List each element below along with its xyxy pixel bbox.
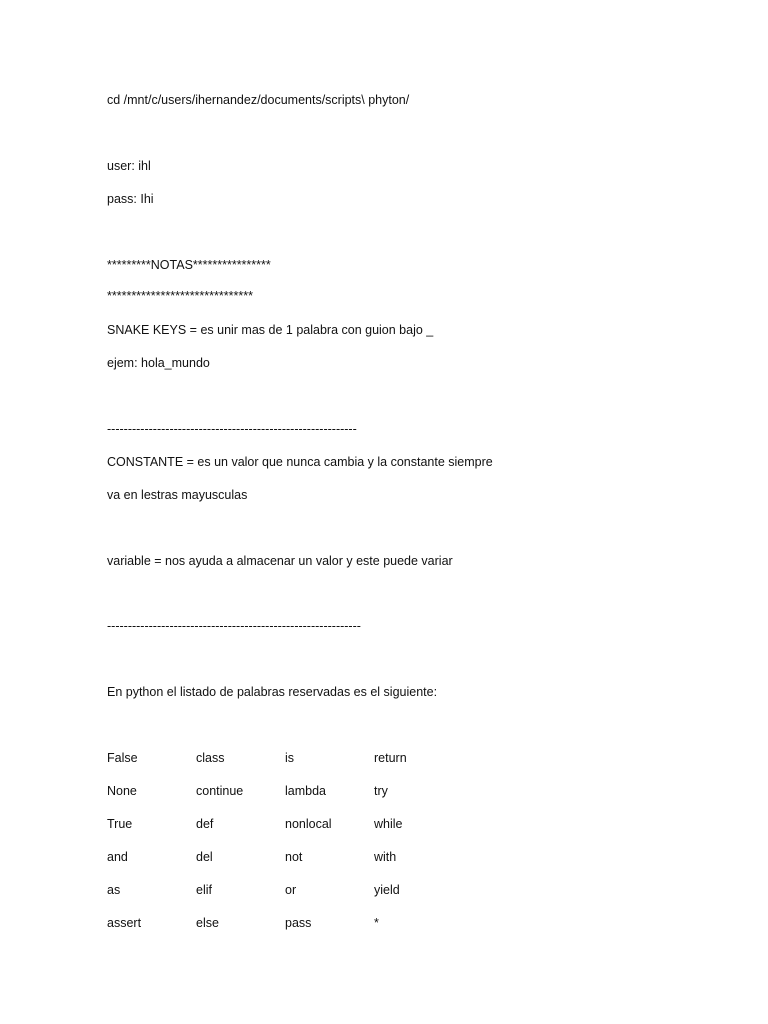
reserved-keywords-table xyxy=(107,750,507,948)
keyword-cell: None xyxy=(107,784,137,798)
keyword-cell: return xyxy=(374,751,407,765)
keyword-cell: * xyxy=(374,916,379,930)
example-line: ejem: hola_mundo xyxy=(107,356,210,370)
keyword-cell: class xyxy=(196,751,225,765)
keyword-cell: yield xyxy=(374,883,400,897)
keyword-cell: as xyxy=(107,883,121,897)
user-line: user: ihl xyxy=(107,159,151,173)
cd-command-line: cd /mnt/c/users/ihernandez/documents/scripts\ phyton/ xyxy=(107,93,410,107)
keyword-row xyxy=(107,849,507,882)
notas-header: *********NOTAS**************** xyxy=(107,258,271,272)
keyword-cell: or xyxy=(285,883,297,897)
keyword-cell: while xyxy=(374,817,403,831)
keyword-cell: lambda xyxy=(285,784,326,798)
keyword-cell: elif xyxy=(196,883,212,897)
keyword-cell: is xyxy=(285,751,295,765)
constante-line-2: va en lestras mayusculas xyxy=(107,488,248,502)
keyword-cell: True xyxy=(107,817,133,831)
keyword-cell: False xyxy=(107,751,138,765)
keyword-row xyxy=(107,915,507,948)
reserved-intro-line: En python el listado de palabras reservadas es el siguiente: xyxy=(107,685,438,699)
variable-line: variable = nos ayuda a almacenar un valor y este puede variar xyxy=(107,554,453,568)
constante-line-1: CONSTANTE = es un valor que nunca cambia y la constante siempre xyxy=(107,455,493,469)
keyword-cell: else xyxy=(196,916,219,930)
stars-line: ****************************** xyxy=(107,289,253,303)
keyword-row xyxy=(107,783,507,816)
keyword-cell: pass xyxy=(285,916,312,930)
keyword-cell: try xyxy=(374,784,388,798)
keyword-cell: continue xyxy=(196,784,244,798)
separator-line-2: ------------------------------------------------------------- xyxy=(107,619,361,633)
keyword-cell: del xyxy=(196,850,213,864)
separator-line-1: ------------------------------------------------------------ xyxy=(107,422,357,436)
snake-keys-line: SNAKE KEYS = es unir mas de 1 palabra con guion bajo _ xyxy=(107,323,434,337)
keyword-row xyxy=(107,816,507,849)
pass-line: pass: Ihi xyxy=(107,192,154,206)
keyword-cell: and xyxy=(107,850,128,864)
keyword-row xyxy=(107,882,507,915)
keyword-cell: with xyxy=(374,850,397,864)
keyword-cell: nonlocal xyxy=(285,817,332,831)
keyword-cell: not xyxy=(285,850,303,864)
keyword-row xyxy=(107,750,507,783)
keyword-cell: assert xyxy=(107,916,142,930)
keyword-cell: def xyxy=(196,817,214,831)
